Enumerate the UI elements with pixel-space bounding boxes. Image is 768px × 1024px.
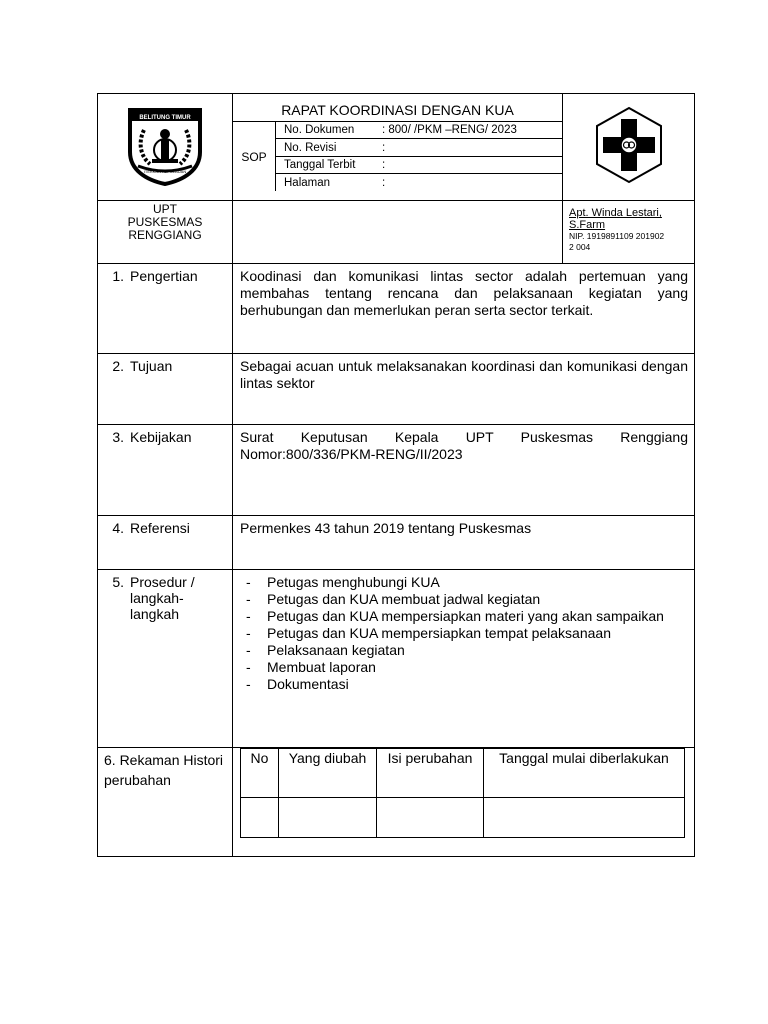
meta-row — [276, 122, 562, 139]
sop-label: SOP — [233, 122, 276, 191]
procedure-list — [240, 574, 688, 693]
section-row — [98, 425, 695, 516]
procedure-step: - Petugas dan KUA membuat jadwal kegiatan — [240, 591, 688, 608]
meta-value: : — [374, 139, 562, 157]
history-cell — [233, 748, 695, 857]
section-label: 1. Pengertian — [98, 264, 233, 354]
section-label: 3. Kebijakan — [98, 425, 233, 516]
section-row — [98, 748, 695, 857]
section-content: Permenkes 43 tahun 2019 tentang Puskesmas — [233, 516, 695, 570]
belitung-timur-logo-icon — [124, 104, 206, 186]
meta-row — [276, 139, 562, 157]
signatory-name: Apt. Winda Lestari, — [569, 207, 662, 219]
section-label: 5. Prosedur / langkah-langkah — [98, 570, 233, 748]
history-header-row — [241, 749, 685, 798]
section-row — [98, 516, 695, 570]
puskesmas-cross-emblem-icon — [589, 105, 669, 185]
procedure-step: - Petugas menghubungi KUA — [240, 574, 688, 591]
history-table — [240, 748, 685, 838]
history-header: Yang diubah — [279, 749, 377, 798]
section-row — [98, 264, 695, 354]
history-header: Tanggal mulai diberlakukan — [484, 749, 685, 798]
emblem-cell — [563, 94, 695, 201]
org-line: PUSKESMAS — [127, 215, 203, 229]
meta-row — [276, 174, 562, 191]
org-line: UPT — [153, 202, 177, 216]
procedure-step: - Membuat laporan — [240, 659, 688, 676]
meta-key: No. Dokumen — [276, 122, 374, 139]
meta-key: Tanggal Terbit — [276, 156, 374, 174]
meta-row — [276, 156, 562, 174]
section-label: 4. Referensi — [98, 516, 233, 570]
meta-key: No. Revisi — [276, 139, 374, 157]
signatory-nip-cont: 2 004 — [569, 242, 591, 252]
title-meta-cell — [233, 94, 563, 201]
blank-cell — [233, 201, 563, 264]
history-cell-empty — [279, 798, 377, 838]
section-content: Surat Keputusan Kepala UPT Puskesmas Renggiang Nomor:800/336/PKM-RENG/II/2023 — [233, 425, 695, 516]
svg-text:BELITUNG TIMUR: BELITUNG TIMUR — [139, 114, 191, 121]
regency-logo-cell — [98, 94, 233, 201]
history-header: Isi perubahan — [377, 749, 484, 798]
section-label: 6. Rekaman Histori perubahan — [98, 748, 233, 857]
signatory — [563, 201, 695, 264]
history-cell-empty — [377, 798, 484, 838]
history-cell-empty — [484, 798, 685, 838]
svg-text:ITEKKAN KEPULAUAN: ITEKKAN KEPULAUAN — [143, 168, 187, 174]
document-title: RAPAT KOORDINASI DENGAN KUA — [281, 102, 514, 118]
procedure-step: - Dokumentasi — [240, 676, 688, 693]
section-row — [98, 354, 695, 425]
procedure-steps — [233, 570, 695, 748]
signatory-degree: S.Farm — [569, 219, 606, 231]
history-header: No — [241, 749, 279, 798]
org-line: RENGGIANG — [128, 228, 202, 242]
history-empty-row — [241, 798, 685, 838]
section-row — [98, 570, 695, 748]
meta-value: : — [382, 176, 386, 189]
procedure-step: - Petugas dan KUA mempersiapkan materi yang akan sampaikan — [240, 608, 688, 625]
meta-key: Halaman — [284, 176, 331, 189]
procedure-step: - Pelaksanaan kegiatan — [240, 642, 688, 659]
meta-value: : — [374, 156, 562, 174]
section-label: 2. Tujuan — [98, 354, 233, 425]
meta-table — [276, 122, 562, 191]
organization-name — [98, 201, 233, 264]
signatory-nip: NIP. 1919891109 201902 — [569, 231, 665, 241]
section-content: Koodinasi dan komunikasi lintas sector adalah pertemuan yang membahas tentang rencana dan pelaksanaan kegiatan yang berhubungan dan memerlukan peran serta sector terkait. — [233, 264, 695, 354]
history-cell-empty — [241, 798, 279, 838]
section-content: Sebagai acuan untuk melaksanakan koordinasi dan komunikasi dengan lintas sektor — [233, 354, 695, 425]
procedure-step: - Petugas dan KUA mempersiapkan tempat pelaksanaan — [240, 625, 688, 642]
document-meta — [233, 121, 562, 191]
sop-document-table — [97, 93, 695, 857]
meta-value: : 800/ /PKM –RENG/ 2023 — [374, 122, 562, 139]
